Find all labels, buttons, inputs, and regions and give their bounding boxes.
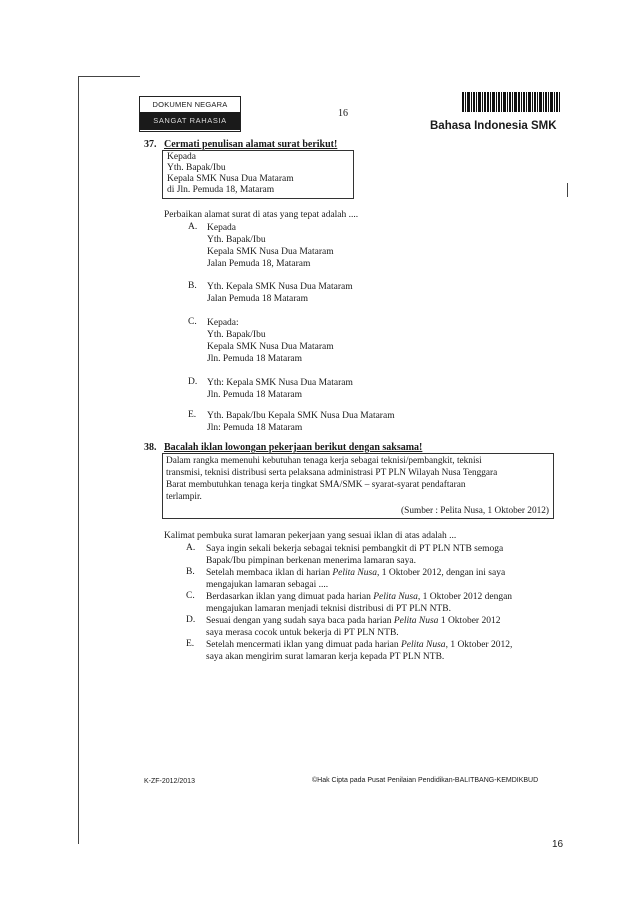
option-line: Bapak/Ibu pimpinan berkenan menerima lamaran saya. bbox=[206, 556, 416, 566]
ad-line: transmisi, teknisi distribusi serta pelaksana administrasi PT PLN Wilayah Nusa Tenggara bbox=[166, 468, 498, 478]
q37-option-a[interactable] bbox=[207, 222, 334, 270]
q37-address-box bbox=[162, 150, 354, 199]
option-line: saya merasa cocok untuk bekerja di PT PLN NTB. bbox=[206, 628, 399, 638]
address-line: Yth. Bapak/Ibu bbox=[167, 163, 226, 173]
option-line: Kepala SMK Nusa Dua Mataram bbox=[207, 342, 334, 352]
q38-option-c-letter[interactable]: C. bbox=[186, 591, 195, 601]
ad-line: Dalam rangka memenuhi kebutuhan tenaga kerja sebagai teknisi/pembangkit, teknisi bbox=[166, 456, 482, 466]
classification-box bbox=[139, 96, 241, 132]
barcode-icon bbox=[462, 92, 560, 112]
option-line: Kepada bbox=[207, 223, 237, 233]
ad-line: Barat membutuhkan tenaga kerja tingkat SMA/SMK – syarat-syarat pendaftaran bbox=[166, 480, 466, 490]
q37-prompt: Perbaikan alamat surat di atas yang tepat adalah .... bbox=[164, 210, 359, 220]
q38-title: Bacalah iklan lowongan pekerjaan berikut dengan saksama! bbox=[164, 442, 423, 453]
address-line: Kepala SMK Nusa Dua Mataram bbox=[167, 174, 294, 184]
address-line: di Jln. Pemuda 18, Mataram bbox=[167, 185, 275, 195]
footer-code: K-ZF-2012/2013 bbox=[144, 778, 195, 785]
q37-option-c[interactable] bbox=[207, 317, 334, 365]
doc-label: DOKUMEN NEGARA bbox=[152, 100, 228, 109]
scan-right-mark bbox=[567, 183, 568, 197]
q38-option-d-letter[interactable]: D. bbox=[186, 615, 196, 625]
q37-option-d[interactable] bbox=[207, 377, 353, 401]
option-line: Yth. Bapak/Ibu Kepala SMK Nusa Dua Mataram bbox=[207, 411, 395, 421]
option-line: Kepala SMK Nusa Dua Mataram bbox=[207, 247, 334, 257]
option-line: Kepada: bbox=[207, 318, 239, 328]
option-line: Yth: Kepala SMK Nusa Dua Mataram bbox=[207, 378, 353, 388]
q38-option-e[interactable] bbox=[206, 639, 512, 663]
q37-option-b-letter[interactable]: B. bbox=[188, 281, 197, 291]
scan-top-border bbox=[78, 76, 140, 77]
address-line: Kepada bbox=[167, 152, 197, 162]
subject-title: Bahasa Indonesia SMK bbox=[430, 120, 557, 132]
q38-option-c[interactable] bbox=[206, 591, 512, 615]
option-line: Setelah membaca iklan di harian Pelita Nusa, 1 Oktober 2012, dengan ini saya bbox=[206, 568, 506, 578]
option-line: mengajukan lamaran sebagai .... bbox=[206, 580, 329, 590]
q37-option-d-letter[interactable]: D. bbox=[188, 377, 198, 387]
q38-option-a-letter[interactable]: A. bbox=[186, 543, 196, 553]
option-line: saya akan mengirim surat lamaran kerja kepada PT PLN NTB. bbox=[206, 652, 445, 662]
q38-ad-box bbox=[162, 453, 554, 519]
q38-option-b-letter[interactable]: B. bbox=[186, 567, 195, 577]
option-line: Yth. Bapak/Ibu bbox=[207, 330, 266, 340]
q38-option-b[interactable] bbox=[206, 567, 505, 591]
option-line: Jln. Pemuda 18 Mataram bbox=[207, 354, 302, 364]
option-line: mengajukan lamaran menjadi teknisi distribusi di PT PLN NTB. bbox=[206, 604, 451, 614]
q37-option-e[interactable] bbox=[207, 410, 395, 434]
option-line: Jalan Pemuda 18, Mataram bbox=[207, 259, 311, 269]
q37-number: 37. bbox=[144, 139, 157, 150]
option-line: Berdasarkan iklan yang dimuat pada harian Pelita Nusa, 1 Oktober 2012 dengan bbox=[206, 592, 513, 602]
secrecy-label: SANGAT RAHASIA bbox=[140, 112, 240, 130]
q38-prompt: Kalimat pembuka surat lamaran pekerjaan yang sesuai iklan di atas adalah ... bbox=[164, 531, 457, 541]
option-line: Sesuai dengan yang sudah saya baca pada harian Pelita Nusa 1 Oktober 2012 bbox=[206, 616, 501, 626]
q38-option-a[interactable] bbox=[206, 543, 503, 567]
scan-left-border bbox=[78, 76, 79, 844]
ad-line: terlampir. bbox=[166, 492, 202, 502]
q38-number: 38. bbox=[144, 442, 157, 453]
ad-source: (Sumber : Pelita Nusa, 1 Oktober 2012) bbox=[401, 506, 549, 516]
option-line: Jalan Pemuda 18 Mataram bbox=[207, 294, 309, 304]
q37-option-a-letter[interactable]: A. bbox=[188, 222, 198, 232]
option-line: Yth. Bapak/Ibu bbox=[207, 235, 266, 245]
footer-copyright: ©Hak Cipta pada Pusat Penilaian Pendidikan-BALITBANG-KEMDIKBUD bbox=[312, 777, 539, 784]
option-line: Yth. Kepala SMK Nusa Dua Mataram bbox=[207, 282, 353, 292]
q38-option-e-letter[interactable]: E. bbox=[186, 639, 195, 649]
q37-title: Cermati penulisan alamat surat berikut! bbox=[164, 139, 338, 150]
q38-option-d[interactable] bbox=[206, 615, 500, 639]
q37-option-e-letter[interactable]: E. bbox=[188, 410, 197, 420]
option-line: Jln. Pemuda 18 Mataram bbox=[207, 390, 302, 400]
page-number-bottom: 16 bbox=[552, 839, 564, 850]
page-number-top: 16 bbox=[338, 108, 348, 119]
q37-option-b[interactable] bbox=[207, 281, 353, 305]
option-line: Saya ingin sekali bekerja sebagai teknisi pembangkit di PT PLN NTB semoga bbox=[206, 544, 504, 554]
q37-option-c-letter[interactable]: C. bbox=[188, 317, 197, 327]
option-line: Jln: Pemuda 18 Mataram bbox=[207, 423, 303, 433]
option-line: Setelah mencermati iklan yang dimuat pada harian Pelita Nusa, 1 Oktober 2012, bbox=[206, 640, 513, 650]
